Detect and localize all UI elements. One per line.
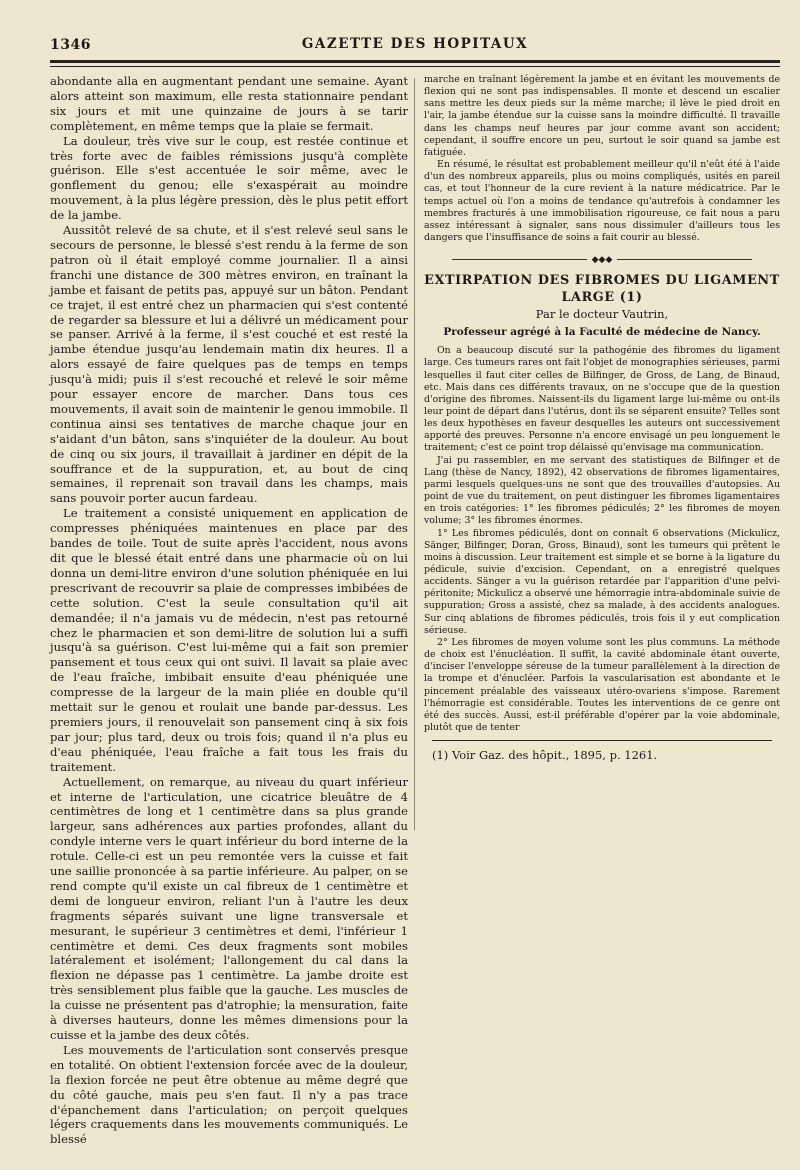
right-column — [424, 74, 780, 734]
paragraph: 2° Les fibromes de moyen volume sont les plus communs. La méthode de choix est l'énucléation. Il suffit, la cavité abdominale étant ouverte, d'inciser l'enveloppe séreuse de la tumeur parallèlement à la direction de la trompe et d'énucléer. Parfois la vascularisation est abondante et le pincement préalable des vaisseaux utéro-ovariens s'impose. Rarement l'hémorragie est considérable. Toutes les interventions de ce genre ont été des succès. Aussi, est-il préférable d'opérer par la voie abdominale, plutôt que de tenter — [424, 636, 780, 734]
footnote-rule — [432, 740, 772, 741]
paragraph: On a beaucoup discuté sur la pathogénie des fibromes du ligament large. Ces tumeurs rares ont fait l'objet de monographies sérieuses, parmi lesquelles il faut citer celles de Bilfinger, de Gross, de Lang, de Binaud, etc. Mais dans ces différents travaux, on ne s'occupe que de la question d'origine des fibromes. Naissent-ils du ligament large lui-même ou ont-ils leur point de départ dans l'utérus, dont ils se séparent ensuite? Telles sont les deux hypothèses en faveur desquelles les auteurs ont successivement apporté des preuves. Personne n'a encore envisagé un peu longuement le traitement; c'est ce point trop délaissé qu'envisage ma communication. — [424, 345, 780, 454]
header-rule-thick — [50, 60, 780, 63]
ornament-glyph: ◆◆◆ — [591, 255, 613, 266]
paragraph: Les mouvements de l'articulation sont conservés presque en totalité. On obtient l'extension forcée avec de la douleur, la flexion forcée ne peut être obtenue au même degré que du côté gauche, mais peu s'en faut. Il n'y a pas trace d'épanchement dans l'articulation; on perçoit quelques légers craquements dans les mouvements communiqués. Le blessé — [50, 1042, 408, 1147]
paragraph: abondante alla en augmentant pendant une semaine. Ayant alors atteint son maximum, elle resta stationnaire pendant six jours et mit une quinzaine de jours à se tarir complètement, en même temps que la plaie se fermait. — [50, 74, 408, 133]
paragraph: marche en traînant légèrement la jambe et en évitant les mouvements de flexion qui ne sont pas indispensables. Il monte et descend un escalier sans mettre les deux pieds sur la même marche; il lève le pied droit en l'air, la jambe étendue sur la cuisse sans la moindre difficulté. Il travaille dans les champs neuf heures par jour comme avant son accident; cependant, il souffre encore un peu, surtout le soir quand sa jambe est fatiguée. — [424, 74, 780, 158]
article-affiliation: Professeur agrégé à la Faculté de médecine de Nancy. — [443, 326, 761, 339]
page-header — [50, 36, 780, 56]
footnote: (1) Voir Gaz. des hôpit., 1895, p. 1261. — [432, 748, 658, 763]
paragraph: Aussitôt relevé de sa chute, et il s'est relevé seul sans le secours de personne, le blessé s'est rendu à la ferme de son patron où il était employé comme journalier. Il a ainsi franchi une distance de 300 mètres environ, en traînant la jambe et faisant de petits pas, appuyé sur un bâton. Pendant ce trajet, il est entré chez un pharmacien qui s'est contenté de regarder sa blessure et lui a délivré un médicament pour se panser. Arrivé à la ferme, il s'est couché et est resté la jambe étendue jusqu'au lendemain matin dix heures. Il a alors essayé de faire quelques pas de temps en temps jusqu'à midi; puis il s'est recouché et relevé le soir même pour essayer encore de marcher. Dans tous ces mouvements, il avait soin de maintenir le genou immobile. Il continua ainsi ses tentatives de marche chaque jour en s'aidant d'un bâton, sans s'inquiéter de la douleur. Au bout de cinq ou six jours, il travaillait à jardiner en dépit de la souffrance et de la suppuration, et, au bout de cinq semaines, il reprenait son travail dans les champs, mais sans pouvoir porter aucun fardeau. — [50, 223, 408, 506]
header-rule-thin — [50, 66, 780, 67]
article-title: EXTIRPATION DES FIBROMES DU LIGAMENT LARGE (1) — [424, 273, 780, 306]
journal-title: GAZETTE DES HOPITAUX — [301, 36, 529, 52]
paragraph: Actuellement, on remarque, au niveau du quart inférieur et interne de l'articulation, une cicatrice bleuâtre de 4 centimètres de long et 1 centimètre dans sa plus grande largeur, sans adhérences aux parties profondes, allant du condyle interne vers le quart inférieur du bord interne de la rotule. Celle-ci est un peu remontée vers la cuisse et fait une saillie prononcée à sa partie inférieure. Au palper, on se rend compte qu'il existe un cal fibreux de 1 centimètre et demi de longueur environ, reliant l'un à l'autre les deux fragments séparés suivant une ligne transversale et mesurant, le supérieur 3 centimètres et demi, l'inférieur 1 centimètre et demi. Ces deux fragments sont mobiles latéralement et isolément; l'allongement du cal dans la flexion ne dépasse pas 1 centimètre. La jambe droite est très sensiblement plus faible que la gauche. Les muscles de la cuisse ne présentent pas d'atrophie; la mensuration, faite à diverses hauteurs, donne les mêmes dimensions pour la cuisse et la jambe des deux côtés. — [50, 774, 408, 1042]
paragraph: La douleur, très vive sur le coup, est restée continue et très forte avec de faibles rémissions jusqu'à complète guérison. Elle s'est accentuée le soir même, avec le gonflement du genou; elle s'exaspérait au moindre mouvement, à la plus légère pression, dès le plus petit effort de la jambe. — [50, 133, 408, 223]
paragraph: Le traitement a consisté uniquement en application de compresses phéniquées maintenues en place par des bandes de toile. Tout de suite après l'accident, nous avons dit que le blessé était entré dans une pharmacie où on lui donna un demi-litre environ d'une solution phéniquée en lui prescrivant de recouvrir sa plaie de compresses imbibées de cette solution. C'est la seule consultation qu'il ait demandée; il n'a jamais vu de médecin, n'est pas retourné chez le pharmacien et son demi-litre de solution lui a suffi jusqu'à sa guérison. C'est lui-même qui a fait son premier pansement et tous ceux qui ont suivi. Il lavait sa plaie avec de l'eau fraîche, imbibait ensuite d'eau phéniquée une compresse de la largeur de la main pliée en double qu'il mettait sur le genou et roulait une bande par-dessus. Les premiers jours, il renouvelait son pansement cinq à six fois par jour; plus tard, deux ou trois fois; quand il n'a plus eu d'eau phéniquée, l'eau fraîche a fait tous les frais du traitement. — [50, 506, 408, 774]
column-divider — [414, 78, 415, 830]
article-author: Par le docteur Vautrin, — [535, 307, 669, 322]
paragraph: 1° Les fibromes pédiculés, dont on connaît 6 observations (Mickulicz, Sänger, Bilfinger, Doran, Gross, Binaud), sont les tumeurs qui prêtent le moins à discussion. Leur traitement est simple et se borne à la ligature du pédicule, suivie d'excision. Cependant, on a enregistré quelques accidents. Sänger a vu la guérison retardée par l'apparition d'une pelvi-péritonite; Mickulicz a observé une hémorragie intra-abdominale suivie de suppuration; Gross a assisté, chez sa malade, à des accidents analogues. Sur cinq ablations de fibromes pédiculés, trois fois il y eut complication sérieuse. — [424, 527, 780, 636]
left-column — [50, 74, 408, 1147]
paragraph: J'ai pu rassembler, en me servant des statistiques de Bilfinger et de Lang (thèse de Nancy, 1892), 42 observations de fibromes ligamentaires, parmi lesquels quelques-uns ne sont que des trouvailles d'autopsies. Au point de vue du traitement, on peut distinguer les fibromes ligamentaires en trois catégories: 1° les fibromes pédiculés; 2° les fibromes de moyen volume; 3° les fibromes énormes. — [424, 454, 780, 527]
page-number: 1346 — [50, 37, 91, 53]
section-ornament — [452, 254, 752, 266]
paragraph: En résumé, le résultat est probablement meilleur qu'il n'eût été à l'aide d'un des nombreux appareils, plus ou moins compliqués, usités en pareil cas, et tout l'honneur de la cure revient à la nature médicatrice. Par le temps actuel où l'on a moins de tendance qu'autrefois à condamner les membres fracturés à une immobilisation rigoureuse, ce fait nous a paru assez intéressant à signaler, sans nous dissimuler d'ailleurs tous les dangers que l'insuffisance de soins a fait courir au blessé. — [424, 159, 780, 244]
